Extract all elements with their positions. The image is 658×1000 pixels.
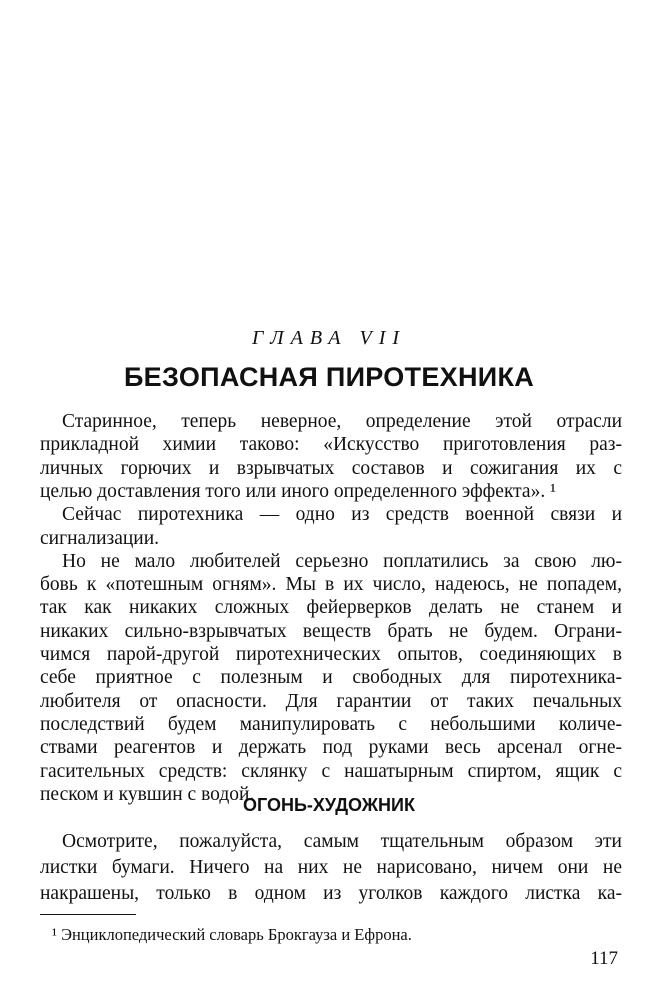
section-body-line: накрашены, только в одном из уголков каждого листка ка- — [40, 883, 622, 904]
body-line: так как никаких сложных фейерверков делать не станем и — [40, 597, 622, 619]
footnote-divider — [40, 914, 136, 915]
chapter-label: ГЛАВА VII — [251, 327, 407, 349]
body-line: бовь к «потешным огням». Мы в их число, надеюсь, не попадем, — [40, 574, 622, 596]
body-line: последствий будем манипулировать с небольшими количе- — [40, 713, 622, 735]
body-line: Сейчас пиротехника — одно из средств военной связи и — [62, 504, 622, 526]
body-line: личных горючих и взрывчатых составов и сожигания их с — [40, 457, 622, 479]
body-line: никаких сильно-взрывчатых веществ брать не будем. Ограни- — [40, 620, 622, 642]
section-heading: ОГОНЬ-ХУДОЖНИК — [243, 795, 415, 815]
body-line: целью доставления того или иного определенного эффекта». ¹ — [40, 480, 556, 502]
page-number: 117 — [590, 948, 618, 969]
footnote: ¹ Энциклопедический словарь Брокгауза и Ефрона. — [52, 925, 412, 944]
chapter-title: БЕЗОПАСНАЯ ПИРОТЕХНИКА — [123, 362, 535, 392]
body-line: себе приятное с полезным и свободных для пиротехника- — [40, 667, 622, 689]
section-body-line: листки бумаги. Ничего на них не нарисовано, ничем они не — [40, 857, 622, 878]
body-line: ствами реагентов и держать под руками весь арсенал огне- — [40, 737, 622, 759]
body-line: песком и кувшин с водой. — [40, 783, 255, 805]
body-line: Но не мало любителей серьезно поплатились за свою лю- — [62, 550, 622, 572]
body-line: сигнализации. — [40, 527, 160, 549]
body-line: чимся парой-другой пиротехнических опытов, соединяющих в — [40, 644, 622, 665]
body-line: прикладной химии таково: «Искусство приготовления раз- — [40, 434, 622, 456]
body-line: Старинное, теперь неверное, определение этой отрасли — [62, 411, 622, 432]
body-line: любителя от опасности. Для гарантии от таких печальных — [40, 690, 622, 712]
body-line: гасительных средств: склянку с нашатырным спиртом, ящик с — [40, 760, 622, 782]
section-body-line: Осмотрите, пожалуйста, самым тщательным образом эти — [62, 831, 622, 852]
